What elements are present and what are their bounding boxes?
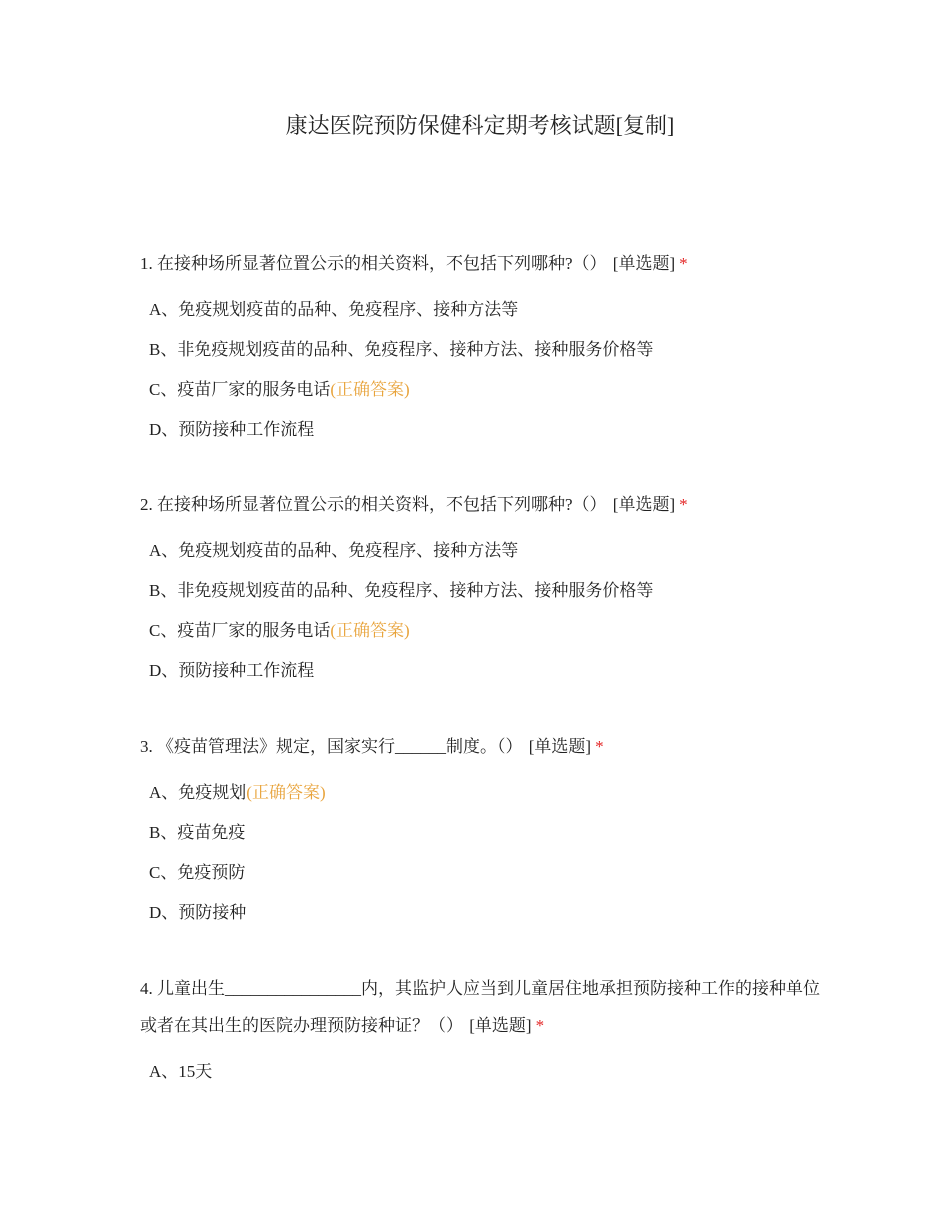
required-mark: * xyxy=(679,495,688,514)
correct-answer-label: (正确答案) xyxy=(330,621,410,640)
option-text: 疫苗厂家的服务电话 xyxy=(177,380,331,399)
option-list xyxy=(140,290,820,450)
option-c[interactable] xyxy=(140,611,820,651)
option-b[interactable] xyxy=(140,330,820,370)
option-text: 疫苗厂家的服务电话 xyxy=(177,621,331,640)
option-letter: A、 xyxy=(149,783,179,802)
option-letter: C、 xyxy=(149,863,178,882)
option-a[interactable] xyxy=(140,773,820,813)
option-text: 免疫规划 xyxy=(178,783,247,802)
option-letter: B、 xyxy=(149,581,178,600)
option-letter: D、 xyxy=(149,661,179,680)
question-text: 儿童出生________________内，其监护人应当到儿童居住地承担预防接种工作的接种单位或者在其出生的医院办理预防接种证？（） xyxy=(140,979,820,1035)
option-letter: A、 xyxy=(149,300,179,319)
option-letter: D、 xyxy=(149,903,179,922)
option-b[interactable] xyxy=(140,571,820,611)
option-d[interactable] xyxy=(140,893,820,933)
option-a[interactable] xyxy=(140,290,820,330)
option-letter: C、 xyxy=(149,621,178,640)
option-letter: D、 xyxy=(149,420,179,439)
question-4 xyxy=(140,970,820,1092)
option-d[interactable] xyxy=(140,410,820,450)
required-mark: * xyxy=(679,254,688,273)
question-text: 在接种场所显著位置公示的相关资料，不包括下列哪种?（） xyxy=(157,495,607,514)
question-text: 在接种场所显著位置公示的相关资料，不包括下列哪种?（） xyxy=(157,254,607,273)
option-text: 15天 xyxy=(178,1062,213,1081)
correct-answer-label: (正确答案) xyxy=(246,783,326,802)
option-c[interactable] xyxy=(140,853,820,893)
option-list xyxy=(140,773,820,933)
question-stem xyxy=(140,486,820,523)
option-text: 非免疫规划疫苗的品种、免疫程序、接种方法、接种服务价格等 xyxy=(177,581,654,600)
option-d[interactable] xyxy=(140,651,820,691)
option-text: 免疫规划疫苗的品种、免疫程序、接种方法等 xyxy=(178,300,519,319)
option-c[interactable] xyxy=(140,370,820,410)
question-number: 2. xyxy=(140,495,153,514)
option-text: 预防接种工作流程 xyxy=(178,661,315,680)
option-letter: A、 xyxy=(149,1062,179,1081)
question-type-label: [单选题] xyxy=(612,254,676,273)
option-text: 疫苗免疫 xyxy=(177,823,246,842)
option-letter: B、 xyxy=(149,340,178,359)
option-a[interactable] xyxy=(140,1052,820,1092)
question-type-label: [单选题] xyxy=(469,1016,532,1035)
option-a[interactable] xyxy=(140,531,820,571)
option-letter: B、 xyxy=(149,823,178,842)
question-type-label: [单选题] xyxy=(528,737,592,756)
question-3 xyxy=(140,728,820,933)
option-list xyxy=(140,531,820,691)
option-text: 免疫规划疫苗的品种、免疫程序、接种方法等 xyxy=(178,541,519,560)
question-stem xyxy=(140,245,820,282)
option-text: 预防接种 xyxy=(178,903,247,922)
question-stem xyxy=(140,970,820,1044)
option-b[interactable] xyxy=(140,813,820,853)
question-2 xyxy=(140,486,820,691)
option-text: 预防接种工作流程 xyxy=(178,420,315,439)
question-type-label: [单选题] xyxy=(612,495,676,514)
correct-answer-label: (正确答案) xyxy=(330,380,410,399)
question-number: 3. xyxy=(140,737,153,756)
question-1 xyxy=(140,245,820,450)
question-number: 1. xyxy=(140,254,153,273)
question-text: 《疫苗管理法》规定，国家实行______制度。（） xyxy=(157,737,523,756)
question-number: 4. xyxy=(140,979,153,998)
option-list xyxy=(140,1052,820,1092)
option-letter: A、 xyxy=(149,541,179,560)
option-text: 非免疫规划疫苗的品种、免疫程序、接种方法、接种服务价格等 xyxy=(177,340,654,359)
page-title: 康达医院预防保健科定期考核试题[复制] xyxy=(285,113,675,138)
question-stem xyxy=(140,728,820,765)
required-mark: * xyxy=(595,737,604,756)
required-mark: * xyxy=(535,1016,545,1035)
option-letter: C、 xyxy=(149,380,178,399)
option-text: 免疫预防 xyxy=(177,863,246,882)
